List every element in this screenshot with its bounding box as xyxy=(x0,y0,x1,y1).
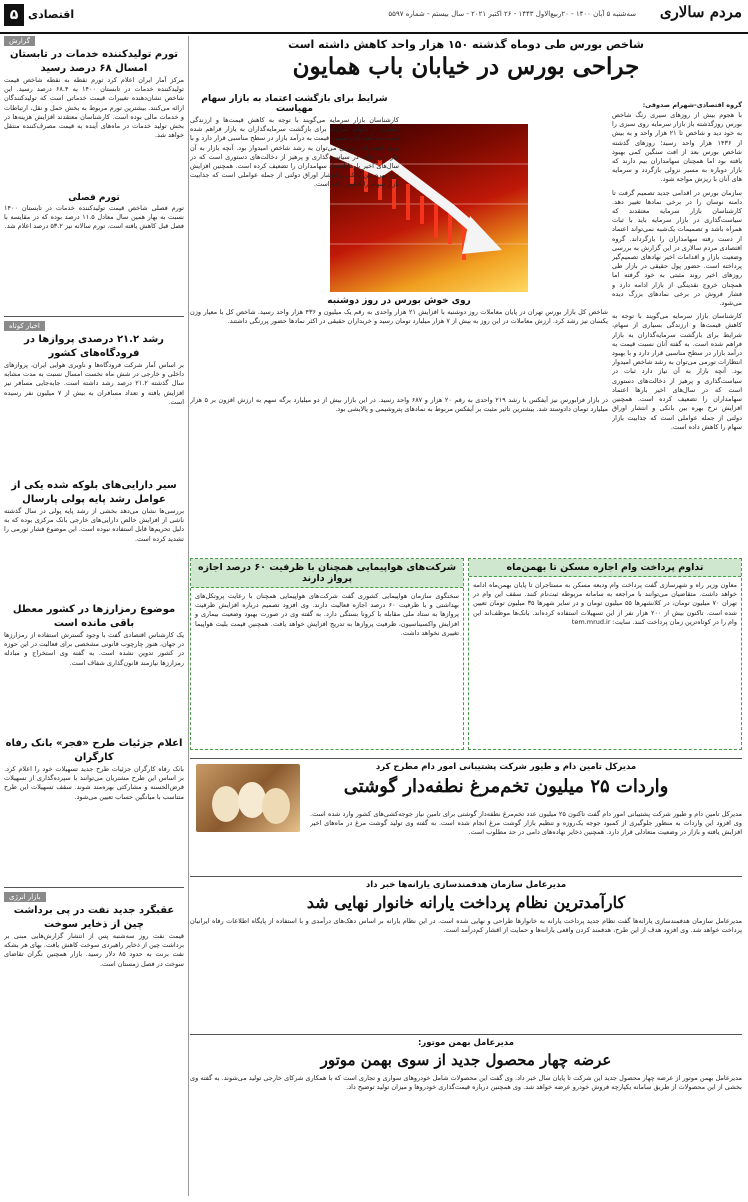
sidebar-subtitle: تورم فصلی xyxy=(68,193,120,203)
sidebar-body: بر اساس آمار شرکت فرودگاه‌ها و ناوبری هوایی ایران، پروازهای داخلی و خارجی در شش ماه نخست امسال نسبت به مدت مشابه سال گذشته ۲۱.۲ درصد رشد داشته است. جابه‌جایی مسافر نیز افزایش یافته و تعداد مسافران به بیش از ۷ میلیون نفر رسیده است. xyxy=(4,361,184,406)
issue-line: سه‌شنبه ۵ آبان ۱۴۰۰ - ۲۰ربیع‌الاول ۱۴۴۳ - ۲۶ اکتبر ۲۰۲۱ - سال بیستم - شماره ۵۵۹۷ xyxy=(388,10,636,18)
car-article xyxy=(190,1038,742,1192)
divider xyxy=(190,876,742,877)
lead-intro: با هجوم بیش از روزهای سیری رنگ شاخص بورس روزگذشته باز بازار سرمایه روی سبزی را به خود دید و شاخص تا ۲۱ هزار واحد و به بیش از ۱۴۳۶ هزار واحد رسید؛ روزهای گذشته شاخص بورس بعد از افت سنگین کمی بهبود یافته بود اما همچنان سهامداران بیم دارند که بازار دوباره به مسیر نزولی بازگردد و سرمایه های آنان با ریزش مواجه شود. xyxy=(612,111,742,184)
eggs-headline: واردات ۲۵ میلیون تخم‌مرغ نطفه‌دار گوشتی xyxy=(343,776,669,797)
eggs-article xyxy=(190,762,742,872)
sidebar-title: سیر دارایی‌های بلوکه شده یکی از عوامل رشد پایه پولی پارسال xyxy=(11,480,177,505)
lead-column-left xyxy=(190,294,608,510)
lead-byline: گروه اقتصادی-شهرام صدوقی: xyxy=(642,101,742,109)
lead-left-subhead: روی خوش بورس در روز دوشنبه xyxy=(327,296,471,306)
housing-loan-box xyxy=(468,558,742,750)
sidebar-body: یک کارشناس اقتصادی گفت با وجود گسترش استفاده از رمزارزها در جهان، هنوز چارچوب قانونی مشخصی برای فعالیت در این حوزه در کشور تدوین نشده است. به گفته وی استخراج و مبادله رمزارزها نیازمند قانون‌گذاری شفاف است. xyxy=(4,631,184,667)
sidebar-item xyxy=(4,36,184,186)
lead-column-right xyxy=(612,92,742,502)
car-body: مدیرعامل بهمن موتور از عرضه چهار محصول جدید این شرکت تا پایان سال خبر داد. وی گفت این محصولات شامل خودروهای سواری و تجاری است که با همکاری شرکای خارجی تولید می‌شوند. به گفته وی بخشی از این محصولات از طریق سامانه یکپارچه فروش خودرو عرضه خواهد شد. وی همچنین درباره قیمت‌گذاری خودروها و میزان تولید توضیح داد. xyxy=(190,1074,742,1092)
sidebar-item xyxy=(4,601,184,729)
sidebar-item xyxy=(4,192,184,310)
sidebar-title: موضوع رمزارزها در کشور معطل باقی مانده است xyxy=(12,604,176,629)
page-number: ۵ xyxy=(4,4,24,26)
eggs-body: مدیرکل تامین دام و طیور شرکت پشتیبانی امور دام گفت تاکنون ۲۵ میلیون عدد تخم‌مرغ نطفه‌دار گوشتی برای تامین نیاز جوجه‌کشی‌های کشور وارد شده است. وی افزود این واردات به منظور جلوگیری از کمبود جوجه یک‌روزه و تنظیم بازار گوشت مرغ انجام شده است. به گفته وی تولید گوشت مرغ در ماه‌های اخیر افزایش یافته و بازار در وضعیت متعادلی قرار دارد. همچنین ذخایر نهاده‌های دامی در حد مطلوب است. xyxy=(310,810,742,837)
sidebar-tag: بازار انرژی xyxy=(4,892,46,902)
eggs-kicker: مدیرکل تامین دام و طیور شرکت پشتیبانی امور دام مطرح کرد xyxy=(375,762,637,772)
lead-left-body: شاخص کل بازار بورس تهران در پایان معاملات روز دوشنبه با افزایش ۲۱ هزار واحدی به رقم یک میلیون و ۴۳۶ هزار واحد رسید. شاخص کل با معیار وزن یکسان نیز رشد کرد. ارزش معاملات در این روز به بیش از ۷ هزار میلیارد تومان رسید و خریداران حقیقی در اکثر نمادها حضور پررنگی داشتند. xyxy=(190,308,608,326)
sidebar-title: عقبگرد جدید نفت در پی برداشت چین از ذخایر سوخت xyxy=(13,905,175,930)
sidebar-item xyxy=(4,892,184,1082)
housing-loan-title: تداوم پرداخت وام اجاره مسکن تا بهمن‌ماه xyxy=(469,559,741,577)
sidebar-item xyxy=(4,735,184,881)
sidebar-tag: اخبار کوتاه xyxy=(4,321,45,331)
subsidy-kicker: مدیرعامل سازمان هدفمندسازی یارانه‌ها خبر داد xyxy=(365,880,567,890)
lead-middle-body: کارشناسان بازار سرمایه می‌گویند با توجه به کاهش قیمت‌ها و ارزندگی بسیاری از سهام، شرایط برای بازگشت سرمایه‌گذاران به بازار فراهم شده است. به گفته آنان نسبت قیمت به درآمد بازار در سطح مناسبی قرار دارد و با بهبود انتظارات تورمی می‌توان به رشد شاخص امیدوار بود. آنچه بازار به آن نیاز دارد ثبات در سیاست‌گذاری و پرهیز از دخالت‌های دستوری است که در سال‌های اخیر بارها اعتماد سهامداران را تضعیف کرده است. همچنین افزایش نرخ بهره بین بانکی و انتشار اوراق دولتی از جمله عواملی است که جذابیت بازار سهام را کاهش داده است. xyxy=(190,116,399,189)
section-label: اقتصادی xyxy=(28,8,75,21)
main-content xyxy=(190,36,742,1196)
sidebar-title: اعلام جزئیات طرح «فجر» بانک رفاه کارگران xyxy=(5,738,183,763)
sidebar-body: قیمت نفت روز سه‌شنبه پس از انتشار گزارش‌هایی مبنی بر برداشت چین از ذخایر راهبردی سوخت کاهش یافت. بهای هر بشکه نفت برنت به حدود ۸۵ دلار رسید. بازار همچنین نگران تقاضای سوخت در فصل زمستان است. xyxy=(4,932,184,968)
lead-body-right: سازمان بورس در اقدامی جدید تصمیم گرفت تا دامنه نوسان را در برخی نمادها تغییر دهد. کارشناسان بازار سرمایه معتقدند که سیاست‌گذاری در بازار سرمایه باید با ثبات همراه باشد و تصمیمات یک‌شبه نمی‌تواند اعتماد از دست رفته سهامداران را بازگرداند. گروه اقتصادی مردم سالاری در این گزارش به بررسی وضعیت بازار و اقدامات اخیر نهادهای تصمیم‌گیر پرداخته است. حضور پول حقیقی در بازار طی روزهای اخیر روند مثبتی به خود گرفته اما همچنان خروج نقدینگی از بازار ادامه دارد و فشار فروش در برخی نمادهای بزرگ دیده می‌شود. xyxy=(612,188,742,308)
sidebar-body: تورم فصلی شاخص قیمت تولیدکننده خدمات در تابستان ۱۴۰۰ نسبت به بهار همین سال معادل ۱۱.۵ درصد بوده که در مقایسه با فصل قبل کاهش یافته است. تورم سالانه نیز ۵۳.۲ درصد اعلام شد. xyxy=(4,204,184,231)
sidebar-body: بررسی‌ها نشان می‌دهد بخشی از رشد پایه پولی در سال گذشته ناشی از افزایش خالص دارایی‌های خارجی بانک مرکزی بوده که به دلیل تحریم‌ها قابل استفاده نبوده است. این موضوع فشار تورمی را تشدید کرده است. xyxy=(4,507,184,543)
subsidy-article xyxy=(190,880,742,1030)
divider xyxy=(190,758,742,759)
car-kicker: مدیرعامل بهمن موتور: xyxy=(418,1038,514,1048)
sidebar-title: تورم تولیدکننده خدمات در تابستان امسال ۶۸ درصد رسید xyxy=(9,49,178,74)
airline-box xyxy=(190,558,464,750)
lead-kicker: شاخص بورس طی دوماه گذشته ۱۵۰ هزار واحد کاهش داشته است xyxy=(288,38,644,51)
green-boxes-row xyxy=(190,558,742,753)
sidebar-tag: گزارش xyxy=(4,36,35,46)
masthead xyxy=(0,0,748,34)
lead-headline: جراحی بورس در خیابان باب همایون xyxy=(292,53,640,80)
newspaper-brand: مردم سالاری xyxy=(659,3,742,21)
eggs-graphic xyxy=(196,764,300,832)
sidebar-body: بانک رفاه کارگران جزئیات طرح جدید تسهیلات خود را اعلام کرد. بر اساس این طرح مشتریان می‌توانند با سپرده‌گذاری از تسهیلات قرض‌الحسنه و مشارکتی بهره‌مند شوند. سقف تسهیلات این طرح متناسب با میانگین حساب تعیین می‌شود. xyxy=(4,765,184,801)
airline-title: شرکت‌های هواپیمایی همچنان با ظرفیت ۶۰ درصد اجازه پرواز دارند xyxy=(191,559,463,588)
subsidy-body: مدیرعامل سازمان هدفمندسازی یارانه‌ها گفت نظام جدید پرداخت یارانه به خانوارها طراحی و نهایی شده است. در این نظام یارانه بر اساس دهک‌های درآمدی و با استفاده از پایگاه اطلاعات رفاه ایرانیان پرداخت خواهد شد. وی افزود هدف از این طرح، هدفمند کردن واقعی یارانه‌ها و حمایت از اقشار کم‌درآمد است. xyxy=(190,917,742,935)
airline-body: سخنگوی سازمان هواپیمایی کشوری گفت شرکت‌های هواپیمایی همچنان با رعایت پروتکل‌های بهداشتی و با ظرفیت ۶۰ درصد اجازه فعالیت دارند. وی افزود تصمیم درباره افزایش ظرفیت پروازها به ستاد ملی مقابله با کرونا بستگی دارد. به گفته وی در صورت بهبود وضعیت بیماری و افزایش واکسیناسیون، ظرفیت پروازها به تدریج افزایش خواهد یافت. همچنین قیمت بلیت هواپیما تغییری نخواهد داشت. xyxy=(195,592,459,637)
eggs-photo xyxy=(196,764,300,832)
sidebar-body: مرکز آمار ایران اعلام کرد تورم نقطه به نقطه شاخص قیمت تولیدکننده خدمات در تابستان ۱۴۰۰ به ۶۸.۴ درصد رسید. این شاخص نشان‌دهنده تغییرات قیمت خدماتی است که تولیدکنندگان ارائه می‌کنند. بیشترین تورم مربوط به بخش حمل و نقل، ارتباطات و خدمات مالی بوده است. کارشناسان معتقدند افزایش هزینه‌ها در بخش تولید خدمات در ماه‌های آینده به قیمت مصرف‌کننده منتقل خواهد شد. xyxy=(4,76,184,140)
sidebar-item xyxy=(4,477,184,595)
lead-bottom-body: در بازار فرابورس نیز آیفکس با رشد ۲۱۹ واحدی به رقم ۲۰ هزار و ۶۸۷ واحد رسید. در این بازار بیش از دو میلیارد برگه سهم به ارزش افزون بر ۵ هزار میلیارد تومان دادوستد شد. بیشترین تاثیر مثبت بر آیفکس مربوط به نمادهای پتروشیمی و پالایشی بود. xyxy=(190,396,608,414)
lead-body-right-cont: کارشناسان بازار سرمایه می‌گویند با توجه به کاهش قیمت‌ها و ارزندگی بسیاری از سهام، شرایط برای بازگشت سرمایه‌گذاران به بازار فراهم شده است. به گفته آنان نسبت قیمت به درآمد بازار در سطح مناسبی قرار دارد و با بهبود انتظارات تورمی می‌توان به رشد شاخص امیدوار بود. آنچه بازار به آن نیاز دارد ثبات در سیاست‌گذاری و پرهیز از دخالت‌های دستوری است که در سال‌های اخیر بارها اعتماد سهامداران را تضعیف کرده است. همچنین افزایش نرخ بهره بین بانکی و انتشار اوراق دولتی از جمله عواملی است که جذابیت بازار سهام را کاهش داده است. xyxy=(612,312,742,431)
news-sidebar xyxy=(4,36,189,1196)
lead-column-middle xyxy=(190,92,399,292)
sidebar-item xyxy=(4,321,184,471)
subsidy-headline: کارآمدترین نظام پرداخت یارانه خانوار نهایی شد xyxy=(306,893,626,912)
lead-middle-subhead: شرایط برای بازگشت اعتماد به بازار سهام مهیاست xyxy=(201,94,388,114)
divider xyxy=(190,1034,742,1035)
car-headline: عرضه چهار محصول جدید از سوی بهمن موتور xyxy=(320,1051,612,1069)
housing-loan-body: معاون وزیر راه و شهرسازی گفت پرداخت وام ودیعه مسکن به مستاجران تا پایان بهمن‌ماه ادامه خواهد داشت. متقاضیان می‌توانند با مراجعه به سامانه مربوطه ثبت‌نام کنند. سقف این وام در تهران ۷۰ میلیون تومان، در کلانشهرها ۵۵ میلیون تومان و در سایر شهرها ۳۵ میلیون تومان تعیین شده است. تاکنون بیش از ۲۰۰ هزار نفر از این تسهیلات استفاده کرده‌اند. بانک‌ها موظف‌اند این وام را در کوتاه‌ترین زمان پرداخت کنند. سایت: tem.mrud.ir xyxy=(473,581,737,626)
sidebar-title: رشد ۲۱.۲ درصدی پروازها در فرودگاه‌های کشور xyxy=(24,334,164,359)
